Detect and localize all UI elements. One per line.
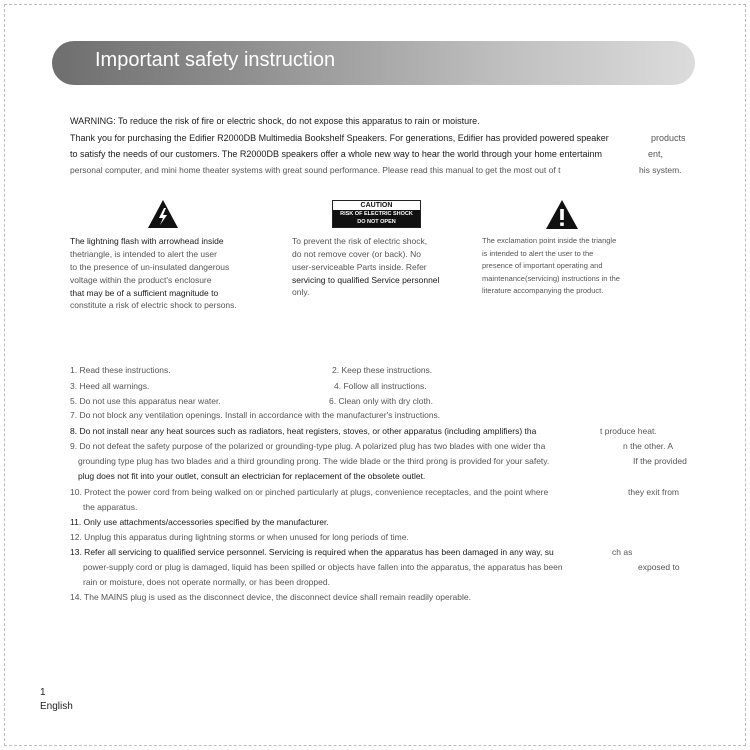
- instruction-13-line-3: rain or moisture, does not operate normally, or has been dropped.: [83, 577, 330, 587]
- page-title: Important safety instruction: [95, 49, 336, 71]
- exclamation-text-5: literature accompanying the product.: [482, 286, 604, 295]
- intro-line-2-end: ent,: [648, 149, 664, 159]
- language-label: English: [40, 701, 73, 712]
- caution-label-line-1: RISK OF ELECTRIC SHOCK: [340, 211, 413, 217]
- lightning-warning-icon: [147, 199, 179, 229]
- instruction-13: 13. Refer all servicing to qualified service personnel. Servicing is required when the apparatus has been damaged in any way, su: [70, 547, 554, 557]
- instruction-5: 5. Do not use this apparatus near water.: [70, 396, 221, 406]
- exclamation-text-1: The exclamation point inside the triangle: [482, 236, 617, 245]
- intro-line-1-end: products: [651, 133, 686, 143]
- caution-text-3: user-serviceable Parts inside. Refer: [292, 262, 427, 272]
- instruction-9: 9. Do not defeat the safety purpose of the polarized or grounding-type plug. A polarized plug has two blades with one wider tha: [70, 441, 546, 451]
- instruction-8: 8. Do not install near any heat sources such as radiators, heat registers, stoves, or other apparatus (including amplifiers) tha: [70, 426, 537, 436]
- intro-line-1: Thank you for purchasing the Edifier R2000DB Multimedia Bookshelf Speakers. For generations, Edifier has provided powered speaker: [70, 133, 609, 143]
- instruction-10-line-2: the apparatus.: [83, 502, 138, 512]
- instruction-9-end: n the other. A: [623, 441, 674, 451]
- caution-text-4: servicing to qualified Service personnel: [292, 275, 440, 285]
- instruction-4: 4. Follow all instructions.: [334, 381, 427, 391]
- caution-label-title: CAUTION: [360, 202, 393, 209]
- exclamation-text-2: is intended to alert the user to the: [482, 249, 594, 258]
- page-number: 1: [40, 687, 46, 698]
- instruction-9-line-3: plug does not fit into your outlet, consult an electrician for replacement of the obsolete outlet.: [78, 471, 426, 481]
- instruction-13-line-2: power-supply cord or plug is damaged, liquid has been spilled or objects have fallen into the apparatus, the apparatus has been: [83, 562, 563, 572]
- instruction-8-end: t produce heat.: [600, 426, 657, 436]
- warning-text: WARNING: To reduce the risk of fire or electric shock, do not expose this apparatus to rain or moisture.: [70, 116, 480, 126]
- exclamation-warning-icon: [545, 199, 579, 230]
- instruction-6: 6. Clean only with dry cloth.: [329, 396, 433, 406]
- exclamation-text-3: presence of important operating and: [482, 261, 603, 270]
- instruction-12: 12. Unplug this apparatus during lightning storms or when unused for long periods of time.: [70, 532, 409, 542]
- intro-line-3-end: his system.: [639, 165, 682, 175]
- instruction-2: 2. Keep these instructions.: [332, 365, 433, 375]
- caution-text-1: To prevent the risk of electric shock,: [292, 236, 428, 246]
- instruction-3: 3. Heed all warnings.: [70, 381, 150, 391]
- instruction-10-end: they exit from: [628, 487, 680, 497]
- instruction-13-end: ch as: [612, 547, 633, 557]
- lightning-text-5: that may be of a sufficient magnitude to: [70, 288, 219, 298]
- lightning-text-2: thetriangle, is intended to alert the user: [70, 249, 217, 259]
- title-banner: [52, 41, 695, 85]
- caution-text-5: only.: [292, 287, 310, 297]
- lightning-text-4: voltage within the product's enclosure: [70, 275, 212, 285]
- instruction-14: 14. The MAINS plug is used as the disconnect device, the disconnect device shall remain readily operable.: [70, 592, 471, 602]
- lightning-text-6: constitute a risk of electric shock to persons.: [70, 300, 237, 310]
- instruction-1: 1. Read these instructions.: [70, 365, 171, 375]
- lightning-text-1: The lightning flash with arrowhead inside: [70, 236, 224, 246]
- caution-label-body: [333, 210, 420, 227]
- caution-text-2: do not remove cover (or back). No: [292, 249, 421, 259]
- caution-label-line-2: DO NOT OPEN: [357, 219, 396, 225]
- instruction-7: 7. Do not block any ventilation openings. Install in accordance with the manufacturer's instructions.: [70, 410, 441, 420]
- caution-label: [332, 200, 421, 228]
- instruction-9-line-2: grounding type plug has two blades and a third grounding prong. The wide blade or the third prong is provided for your safety.: [78, 456, 550, 466]
- lightning-text-3: to the presence of un-insulated dangerous: [70, 262, 230, 272]
- intro-line-2: to satisfy the needs of our customers. The R2000DB speakers offer a whole new way to hear the world through your home entertainm: [70, 149, 602, 159]
- instruction-9-line-2-end: If the provided: [633, 456, 687, 466]
- instruction-11: 11. Only use attachments/accessories specified by the manufacturer.: [70, 517, 329, 527]
- exclamation-text-4: maintenance(servicing) instructions in the: [482, 274, 620, 283]
- intro-line-3: personal computer, and mini home theater systems with great sound performance. Please read this manual to get the most out of t: [70, 165, 561, 175]
- instruction-10: 10. Protect the power cord from being walked on or pinched particularly at plugs, convenience receptacles, and the point where: [70, 487, 549, 497]
- instruction-13-line-2-end: exposed to: [638, 562, 680, 572]
